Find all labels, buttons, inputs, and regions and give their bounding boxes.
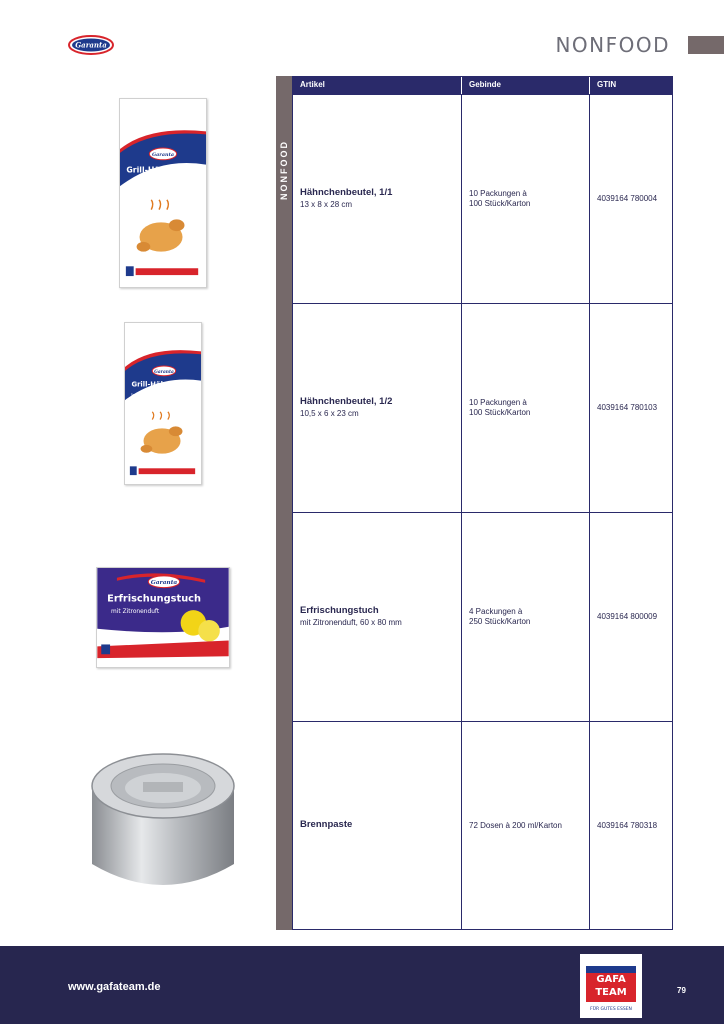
table-row: [293, 512, 672, 721]
garanta-logo: [68, 34, 114, 56]
item-detail: 13 x 8 x 28 cm: [300, 200, 353, 209]
pack-line: 10 Packungen à: [469, 189, 527, 198]
gtin-cell: [590, 513, 672, 721]
table-row: [293, 94, 672, 303]
product-image-haehnchenbeutel-1-2: [124, 322, 202, 485]
svg-text:GAFA: GAFA: [596, 974, 626, 985]
gebinde-cell: [462, 304, 590, 512]
gtin-cell: [590, 95, 672, 303]
pack-line: 100 Stück/Karton: [469, 199, 531, 208]
gtin-value: 4039164 780004: [597, 194, 658, 203]
artikel-cell: [293, 304, 462, 512]
pack-line: 250 Stück/Karton: [469, 617, 531, 626]
gtin-value: 4039164 800009: [597, 612, 658, 621]
header-artikel: Artikel: [293, 77, 462, 94]
table-header: [293, 77, 672, 94]
gtin-cell: [590, 304, 672, 512]
product-image-erfrischungstuch: [96, 567, 230, 668]
pack-line: 72 Dosen à 200 ml/Karton: [469, 821, 562, 830]
category-strip: [276, 76, 292, 930]
header-gebinde: Gebinde: [462, 77, 590, 94]
item-detail: 10,5 x 6 x 23 cm: [300, 409, 359, 418]
header-gtin: GTIN: [597, 80, 617, 89]
item-detail: mit Zitronenduft, 60 x 80 mm: [300, 618, 402, 627]
svg-text:Grill-Hähnchen: Grill-Hähnchen: [126, 165, 192, 175]
item-name: Erfrischungstuch: [300, 605, 379, 616]
artikel-cell: [293, 513, 462, 721]
gebinde-cell: [462, 513, 590, 721]
svg-text:Garanta: Garanta: [150, 579, 178, 587]
svg-text:mit Zitronenduft: mit Zitronenduft: [111, 609, 160, 616]
svg-text:TEAM: TEAM: [595, 987, 627, 998]
item-name: Brennpaste: [300, 819, 353, 830]
website-link[interactable]: www.gafateam.de: [68, 981, 161, 993]
svg-text:Garanta: Garanta: [75, 40, 107, 50]
gtin-cell: [590, 722, 672, 930]
table-row: [293, 721, 672, 930]
svg-text:FÜR GUTES ESSEN: FÜR GUTES ESSEN: [590, 1007, 632, 1012]
svg-text:kross & lecker: kross & lecker: [130, 180, 169, 187]
gtin-value: 4039164 780318: [597, 821, 658, 830]
svg-text:Garanta: Garanta: [154, 369, 174, 375]
gafa-team-logo: [580, 954, 642, 1018]
svg-text:kross & lecker: kross & lecker: [131, 393, 166, 400]
table-row: [293, 303, 672, 512]
product-image-haehnchenbeutel-1-1: [119, 98, 207, 288]
svg-text:Erfrischungstuch: Erfrischungstuch: [107, 593, 201, 605]
product-table: [292, 76, 673, 930]
gtin-value: 4039164 780103: [597, 403, 658, 412]
section-title: NONFOOD: [555, 33, 670, 57]
item-name: Hähnchenbeutel, 1/2: [300, 396, 393, 407]
product-image-brennpaste: [88, 746, 238, 896]
pack-line: 10 Packungen à: [469, 398, 527, 407]
pack-line: 100 Stück/Karton: [469, 408, 531, 417]
artikel-cell: [293, 722, 462, 930]
page-number: 79: [677, 986, 686, 995]
section-marker: [688, 36, 724, 54]
item-name: Hähnchenbeutel, 1/1: [300, 187, 393, 198]
svg-text:Grill-Hähnchen: Grill-Hähnchen: [131, 380, 189, 389]
artikel-cell: [293, 95, 462, 303]
pack-line: 4 Packungen à: [469, 607, 523, 616]
page-footer: [0, 946, 724, 1024]
gebinde-cell: [462, 722, 590, 930]
gebinde-cell: [462, 95, 590, 303]
svg-text:Garanta: Garanta: [151, 151, 175, 158]
